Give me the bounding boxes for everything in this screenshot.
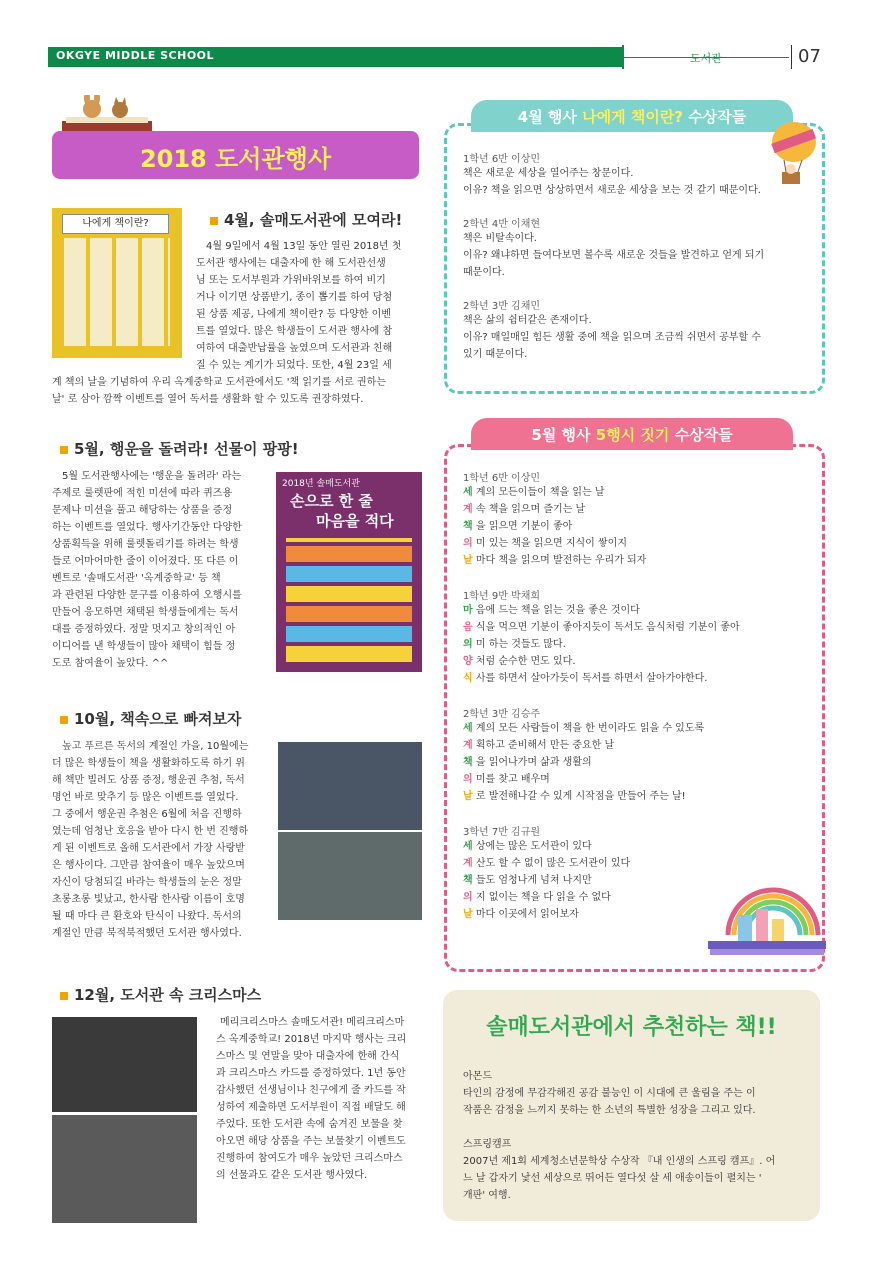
acrostic-line <box>463 602 808 619</box>
acrostic-line <box>463 619 808 636</box>
october-body: 높고 푸르른 독서의 계절인 가을, 10월에는 더 많은 학생들이 책을 생활화하도록 하기 위 해 책만 빌려도 상품 증정, 행운권 추첨, 독서 명언 바로 맞추기 등 많은 이벤트를 열었다. 그 중에서 행운권 추첨은 6월에 처음 진행하 였는데 엄청난 호응을 받아 다시 한 번 진행하 게 된 이벤트로 올해 도서관에서 가장 사랑받 은 행사이다. 그만큼 참여율이 매우 높았으며 자신이 당첨되길 바라는 학생들의 눈은 정말 초롱초롱 빛났고, 한사람 한사람 이름이 호명 될 때 마다 큰 환호와 탄식이 나왔다. 독서의 계절인 만큼 북적북적했던 도서관 행사였다. <box>52 741 249 939</box>
winner-name: 1학년 9반 박채희 <box>463 591 541 602</box>
winner-name: 2학년 3반 김승주 <box>463 709 541 720</box>
school-name: OKGYE MIDDLE SCHOOL <box>56 49 215 62</box>
acrostic-letter: 계 <box>463 858 473 869</box>
rainbow-books-icon <box>708 875 826 957</box>
acrostic-letter: 날 <box>463 909 473 920</box>
page-separator <box>791 45 792 69</box>
acrostic-line <box>463 720 808 737</box>
acrostic-line <box>463 771 808 788</box>
may-heading: 5월, 행운을 돌려라! 선물이 팡팡! <box>60 438 299 459</box>
winner-name: 3학년 7반 김규원 <box>463 827 541 838</box>
page-number: 07 <box>798 46 821 67</box>
acrostic-text: 상에는 많은 도서관이 있다 <box>472 841 592 852</box>
may-photo-caption: 2018년 솔매도서관 <box>282 479 360 489</box>
acrostic-letter: 의 <box>463 892 473 903</box>
acrostic-line <box>463 855 808 872</box>
acrostic-letter: 계 <box>463 504 473 515</box>
acrostic-text: 계의 모든이들이 책을 읽는 날 <box>472 487 605 498</box>
may-photo-title-2: 마음을 적다 <box>316 512 394 530</box>
acrostic-letter: 책 <box>463 875 473 886</box>
winner-name: 2학년 3반 김채민 <box>463 301 541 312</box>
reading-animals-icon <box>62 95 152 133</box>
acrostic-text: 식을 먹으면 기분이 좋아지듯이 독서도 음식처럼 기분이 좋아 <box>472 622 740 633</box>
acrostic-letter: 의 <box>463 639 473 650</box>
acrostic-text: 미 있는 책을 읽으면 지식이 쌓이지 <box>472 538 627 549</box>
acrostic-line <box>463 670 808 687</box>
acrostic-text: 을 읽어나가며 삶과 생활의 <box>472 757 592 768</box>
acrostic-text: 미 하는 것들도 많다. <box>472 639 566 650</box>
acrostic-line <box>463 552 808 569</box>
may-photo-notes <box>286 538 412 662</box>
winner-name: 1학년 6반 이상민 <box>463 154 541 165</box>
book-title: 스프링캠프 <box>463 1139 512 1150</box>
acrostic-line <box>463 754 808 771</box>
acrostic-letter: 식 <box>463 673 473 684</box>
acrostic-letter: 책 <box>463 521 473 532</box>
acrostic-text: 로 발전해나갈 수 있게 시작점을 만들어 주는 날! <box>472 791 686 802</box>
october-event-photo-1 <box>278 742 422 830</box>
acrostic-letter: 마 <box>463 605 473 616</box>
acrostic-letter: 세 <box>463 841 473 852</box>
october-heading: 10월, 책속으로 빠져보자 <box>60 708 241 729</box>
december-body: 메리크리스마스 솔매도서관! 메리크리스마 스 옥계중학교! 2018년 마지막 행사는 크리 스마스 및 연말을 맞아 대출자에 한해 간식 과 크리스마스 카드를 증정하였다. 1년 동안 감사했던 선생님이나 친구에게 줄 카드를 작 성하여 제출하면 도서부원이 직접 배달도 해 주었다. 또한 도서관 속에 숨겨진 보물을 찾 아오면 해당 상품을 주는 보물찾기 이벤트도 진행하여 참여도가 매우 높았던 크리스마스 의 선물과도 같은 도서관 행사였다. <box>216 1017 407 1181</box>
acrostic-letter: 계 <box>463 740 473 751</box>
recommend-title: 솔매도서관에서 추천하는 책!! <box>486 1015 777 1040</box>
acrostic-line <box>463 501 808 518</box>
december-event-photo-2 <box>52 1115 197 1223</box>
acrostic-line <box>463 838 808 855</box>
acrostic-line <box>463 737 808 754</box>
acrostic-line <box>463 518 808 535</box>
acrostic-text: 지 없이는 책을 다 읽을 수 없다 <box>472 892 611 903</box>
acrostic-text: 획하고 준비해서 만든 중요한 날 <box>472 740 615 751</box>
page-title: 2018 도서관행사 <box>139 145 332 173</box>
may-event-photo <box>276 472 422 672</box>
april-event-photo <box>52 208 182 358</box>
acrostic-line <box>463 653 808 670</box>
acrostic-line <box>463 484 808 501</box>
may-body: 5월 도서관행사에는 '행운을 돌려라' 라는 주제로 룰렛판에 적힌 미션에 따라 퀴즈용 문제나 미션을 풀고 해당하는 상품을 증정 하는 이벤트를 열었다. 행사기간동안 다양한 상품획득을 위해 룰렛돌리기를 하려는 학생 들로 어마어마한 줄이 이어졌다. 또 다른 이 벤트로 '솔매도서관' '옥계중학교' 등 책 과 관련된 다양한 문구를 이용하여 오행시를 만들어 응모하면 채택된 학생들에게는 독서 대를 증정하였다. 정말 멋지고 창의적인 아 이디어를 낸 학생들이 많아 채택이 힘들 정 도로 참여율이 높았다. ^^ <box>52 471 242 669</box>
may-winners-list <box>463 469 808 923</box>
acrostic-text: 미를 찾고 배우며 <box>472 774 550 785</box>
acrostic-text: 사를 하면서 살아가듯이 독서를 하면서 살아가야한다. <box>472 673 708 684</box>
acrostic-letter: 음 <box>463 622 473 633</box>
april-heading: 4월, 솔매도서관에 모여라! <box>210 209 402 230</box>
acrostic-letter: 의 <box>463 538 473 549</box>
recommend-list: 아몬드 타인의 감정에 무감각해진 공감 불능인 이 시대에 큰 울림을 주는 이 작품은 감정을 느끼지 못하는 한 소년의 특별한 성장을 그리고 있다. 스프링캠프 2007년 제1회 세계청소년문학상 수상작 『내 인생의 스프링 캠프』. 어 느 날 갑자기 낯선 세상으로 뛰어든 열다섯 살 세 애송이들이 펼치는 ' 개판' 여행. <box>463 1068 808 1204</box>
acrostic-line <box>463 788 808 805</box>
october-event-photo-2 <box>278 832 422 920</box>
acrostic-text: 들도 엄청나게 넘쳐 나지만 <box>472 875 592 886</box>
winner-name: 1학년 6반 이상민 <box>463 473 541 484</box>
acrostic-text: 처럼 순수한 면도 있다. <box>472 656 576 667</box>
april-photo-cards <box>64 238 170 346</box>
december-heading: 12월, 도서관 속 크리스마스 <box>60 984 261 1005</box>
may-winners-title: 5월 행사 5행시 짓기 수상작들 <box>531 426 733 444</box>
acrostic-line <box>463 535 808 552</box>
acrostic-letter: 세 <box>463 487 473 498</box>
acrostic-text: 속 책을 읽으며 즐기는 날 <box>472 504 586 515</box>
april-photo-sign: 나에게 책이란? <box>62 214 169 234</box>
april-winners-title: 4월 행사 나에게 책이란? 수상작들 <box>517 108 747 126</box>
acrostic-line <box>463 636 808 653</box>
april-winners-list: 1학년 6반 이상민 책은 새로운 세상을 열어주는 창문이다. 이유? 책을 읽으면 상상하면서 새로운 세상을 보는 것 같기 때문이다. 2학년 4반 이채현 책은 비탈속이다. 이유? 왜냐하면 들여다보면 볼수록 새로운 것들을 발견하고 얻게 되기 때문이다. 2학년 3반 김채민 책은 삶의 쉼터같은 존재이다. 이유? 매일매일 힘든 생활 중에 책을 읽으며 조금씩 쉬면서 공부할 수 있기 때문이다. <box>463 150 808 363</box>
acrostic-letter: 양 <box>463 656 473 667</box>
section-label: 도서관 <box>690 52 722 65</box>
book-title: 아몬드 <box>463 1071 492 1082</box>
acrostic-text: 을 읽으면 기분이 좋아 <box>472 521 573 532</box>
acrostic-text: 마다 책을 읽으며 발전하는 우리가 되자 <box>472 555 647 566</box>
april-body-b: 계 책의 날을 기념하여 우리 옥계중학교 도서관에서도 '책 읽기를 서로 권하는 날' 로 삼아 깜짝 이벤트를 열어 독서를 생활화 할 수 있도록 권장하였다. <box>52 377 386 405</box>
acrostic-text: 음에 드는 책을 읽는 것을 좋은 것이다 <box>472 605 640 616</box>
acrostic-text: 계의 모든 사람들이 책을 한 번이라도 읽을 수 있도록 <box>472 723 705 734</box>
acrostic-letter: 날 <box>463 791 473 802</box>
april-body-a: 4월 9일에서 4월 13일 동안 열린 2018년 첫 도서관 행사에는 대출자에 한 해 도서관선생 님 또는 도서부원과 가위바위보를 하여 비기 거나 이기면 상품받기, 종이 뽑기를 하여 당첨 된 상품 제공, 나에게 책이란? 등 다양한 이벤 트를 열었다. 많은 학생들이 도서관 행사에 참 여하여 대출반납률을 높였으며 도서관과 친해 질 수 있는 계기가 되었다. 또한, 4월 23일 세 <box>196 241 402 371</box>
acrostic-letter: 의 <box>463 774 473 785</box>
winner-name: 2학년 4반 이채현 <box>463 219 541 230</box>
may-photo-title-1: 손으로 한 줄 <box>290 492 373 510</box>
acrostic-letter: 날 <box>463 555 473 566</box>
december-event-photo-1 <box>52 1017 197 1112</box>
acrostic-text: 마다 이곳에서 읽어보자 <box>472 909 579 920</box>
acrostic-letter: 세 <box>463 723 473 734</box>
acrostic-letter: 책 <box>463 757 473 768</box>
acrostic-text: 산도 할 수 없이 많은 도서관이 있다 <box>472 858 631 869</box>
